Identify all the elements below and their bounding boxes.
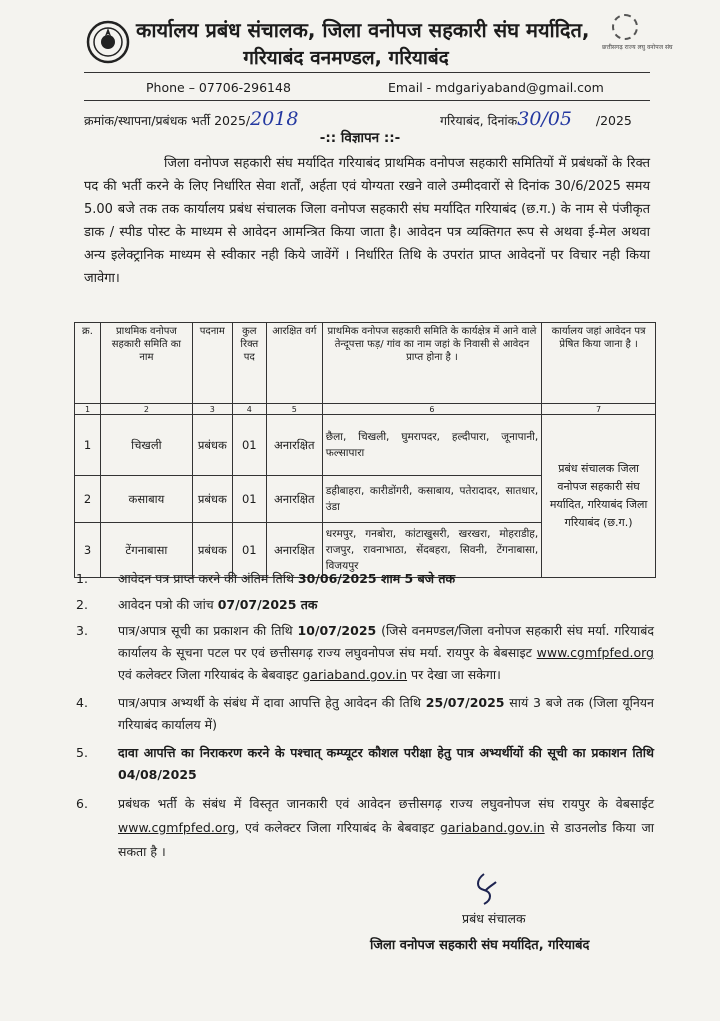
table-header-sno: क्र. [75,323,101,404]
header-line-1: कार्यालय प्रबंध संचालक, जिला वनोपज सहकारी संघ मर्यादित, [136,18,590,42]
schedule-list [70,568,654,864]
item-date: 25/07/2025 [425,695,505,710]
item-text: पर देखा जा सकेगा। [407,667,501,682]
reference-prefix: क्रमांक/स्थापना/प्रबंधक भर्ती 2025/ [84,113,251,128]
item-text: प्रबंधक भर्ती के संबंध में विस्तृत जानकारी एवं आवेदन छत्तीसगढ़ राज्य लघुवनोपज संघ रायपुर के वेबसाईट [118,796,654,811]
item-date: 07/07/2025 तक [217,597,318,612]
table-row [75,415,656,476]
row-category: अनारक्षित [266,415,322,476]
list-item [70,792,654,864]
item-date: 10/07/2025 [297,623,377,638]
reference-date [440,108,632,130]
cgmfp-logo-caption: छत्तीसगढ़ राज्य लघु वनोपज संघ [602,44,673,51]
row-society: कसाबाय [100,476,192,523]
header-divider-bottom [84,100,650,101]
col-number: 7 [542,404,656,415]
cgmfpfed-website-link[interactable]: www.cgmfpfed.org [118,820,236,835]
item-text: (जिसे वनमण्डल/जिला वनोपज सहकारी संघ मर्या. गरियाबंद कार्यालय के सूचना पटल पर एवं छत्तीसगढ़ राज्य लघुवनोपज संघ मर्या. रायपुर के बेबसाइट [118,623,654,660]
signatory-organization: जिला वनोपज सहकारी संघ मर्यादित, गरियाबंद [370,938,590,953]
row-society: टेंगनाबासा [100,523,192,578]
federation-logo-icon [86,20,130,64]
table-header-category: आरक्षित वर्ग [266,323,322,404]
table-header-office: कार्यालय जहां आवेदन पत्र प्रेषित किया जाना है । [542,323,656,404]
item-number: 1. [76,571,88,586]
item-text: आवेदन पत्रो की जांच [118,597,218,612]
row-category: अनारक्षित [266,476,322,523]
cgmfpfed-website-link[interactable]: www.cgmfpfed.org [536,645,654,660]
notice-title: -:: विज्ञापन ::- [319,130,401,146]
reference-number [84,108,298,130]
col-number: 6 [322,404,541,415]
row-category: अनारक्षित [266,523,322,578]
list-item [70,594,654,616]
item-text: , एवं कलेक्टर जिला गरियाबंद के बेबवाइट [235,820,440,835]
item-date: 30/06/2025 शाम 5 बजे तक [297,571,456,586]
col-number: 3 [192,404,232,415]
header-divider-top [84,72,650,73]
table-header-vacancies: कुल रिक्त पद [232,323,266,404]
place-date-prefix: गरियाबंद, दिनांक [440,113,518,128]
col-number: 1 [75,404,101,415]
list-item [70,742,654,786]
item-text: आवेदन पत्र प्राप्त करने की अंतिम तिथि [118,571,298,586]
row-vacancies: 01 [232,415,266,476]
intro-paragraph: जिला वनोपज सहकारी संघ मर्यादित गरियाबंद प्राथमिक वनोपज सहकारी समितियों में प्रबंधकों के रिक्त पद की भर्ती करने के लिए निर्धारित सेवा शर्तों, अर्हता एवं योग्यता रखने वाले उम्मीदवारों से दिनांक 30/6/2025 समय 5.00 बजे तक तक कार्यालय प्रबंध संचालक जिला वनोपज सहकारी संघ मर्यादित गरियाबंद (छ.ग.) के नाम से पंजीकृत डाक / स्पीड पोस्ट के माध्यम से आवेदन आमन्त्रित किया जाता है। आवेदन पत्र व्यक्तिगत रूप से अथवा ई-मेल अथवा अन्य इलेक्ट्रानिक माध्यम से स्वीकार नही किये जावेंगें । निर्धारित तिथि के उपरांत प्राप्त आवेदनों पर विचार नही किया जावेगा। [84,156,650,286]
header-line-2: गरियाबंद वनमण्डल, गरियाबंद [243,47,449,69]
item-text: सायं 3 बजे तक (जिला यूनियन गरियाबंद कार्यालय में) [118,695,654,732]
row-villages: छैला, चिखली, घुमरापदर, हल्दीपारा, जूनापानी, फल्सापारा [322,415,541,476]
row-post: प्रबंधक [192,523,232,578]
row-sno: 3 [75,523,101,578]
email-address: Email - mdgariyaband@gmail.com [388,80,604,95]
signature-mark-icon [462,870,522,910]
signatory-title: प्रबंध संचालक [462,911,526,926]
handwritten-date: 30/05 [517,108,573,130]
reference-handwritten-number: 2018 [250,108,299,130]
item-text: से डाउनलोड किया जा सकता है । [118,820,654,859]
item-number: 5. [76,745,88,760]
item-text: दावा आपत्ति का निराकरण करने के पश्चात् कम्प्यूटर कौशल परीक्षा हेतु पात्र अभ्यर्थीयों की सूची का प्रकाशन तिथि 04/08/2025 [118,745,654,782]
item-number: 4. [76,695,88,710]
gariaband-website-link[interactable]: gariaband.gov.in [302,667,408,682]
vacancy-table [74,322,656,578]
list-item [70,692,654,736]
date-year: /2025 [595,113,632,128]
row-sno: 2 [75,476,101,523]
cgmfp-seal-icon [612,14,638,40]
row-vacancies: 01 [232,523,266,578]
col-number: 2 [100,404,192,415]
row-vacancies: 01 [232,476,266,523]
table-header-post: पदनाम [192,323,232,404]
phone-number: Phone – 07706-296148 [146,80,291,95]
row-post: प्रबंधक [192,415,232,476]
cgmfp-logo [602,14,673,62]
col-number: 5 [266,404,322,415]
item-text: एवं कलेक्टर जिला गरियाबंद के बेबवाइट [118,667,303,682]
row-villages: धरमपुर, गनबोरा, कांटाखुसरी, खरखरा, मोहराडीह, राजपुर, रावनाभाठा, सेंदबहरा, सिवनी, टेंगनाबासा, विजयपुर [322,523,541,578]
row-villages: डहीबाहरा, कारीडोंगरी, कसाबाय, पतेरादादर, सातधार, उंडा [322,476,541,523]
list-item [70,620,654,686]
item-text: पात्र/अपात्र अभ्यर्थी के संबंध में दावा आपत्ति हेतु आवेदन की तिथि [118,695,426,710]
col-number: 4 [232,404,266,415]
table-header-society: प्राथमिक वनोपज सहकारी समिति का नाम [100,323,192,404]
gariaband-website-link[interactable]: gariaband.gov.in [439,820,545,835]
table-header-villages: प्राथमिक वनोपज सहकारी समिति के कार्यक्षेत्र में आने वाले तेन्दूपत्ता फड़/ गांव का नाम जहां के निवासी से आवेदन प्राप्त होना है । [322,323,541,404]
application-office: प्रबंध संचालक जिला वनोपज सहकारी संघ मर्यादित, गरियाबंद जिला गरियाबंद (छ.ग.) [542,415,656,578]
item-number: 3. [76,623,88,638]
list-item [70,568,654,590]
row-post: प्रबंधक [192,476,232,523]
item-number: 2. [76,597,88,612]
item-number: 6. [76,796,88,811]
row-society: चिखली [100,415,192,476]
item-text: पात्र/अपात्र सूची का प्रकाशन की तिथि [118,623,298,638]
row-sno: 1 [75,415,101,476]
